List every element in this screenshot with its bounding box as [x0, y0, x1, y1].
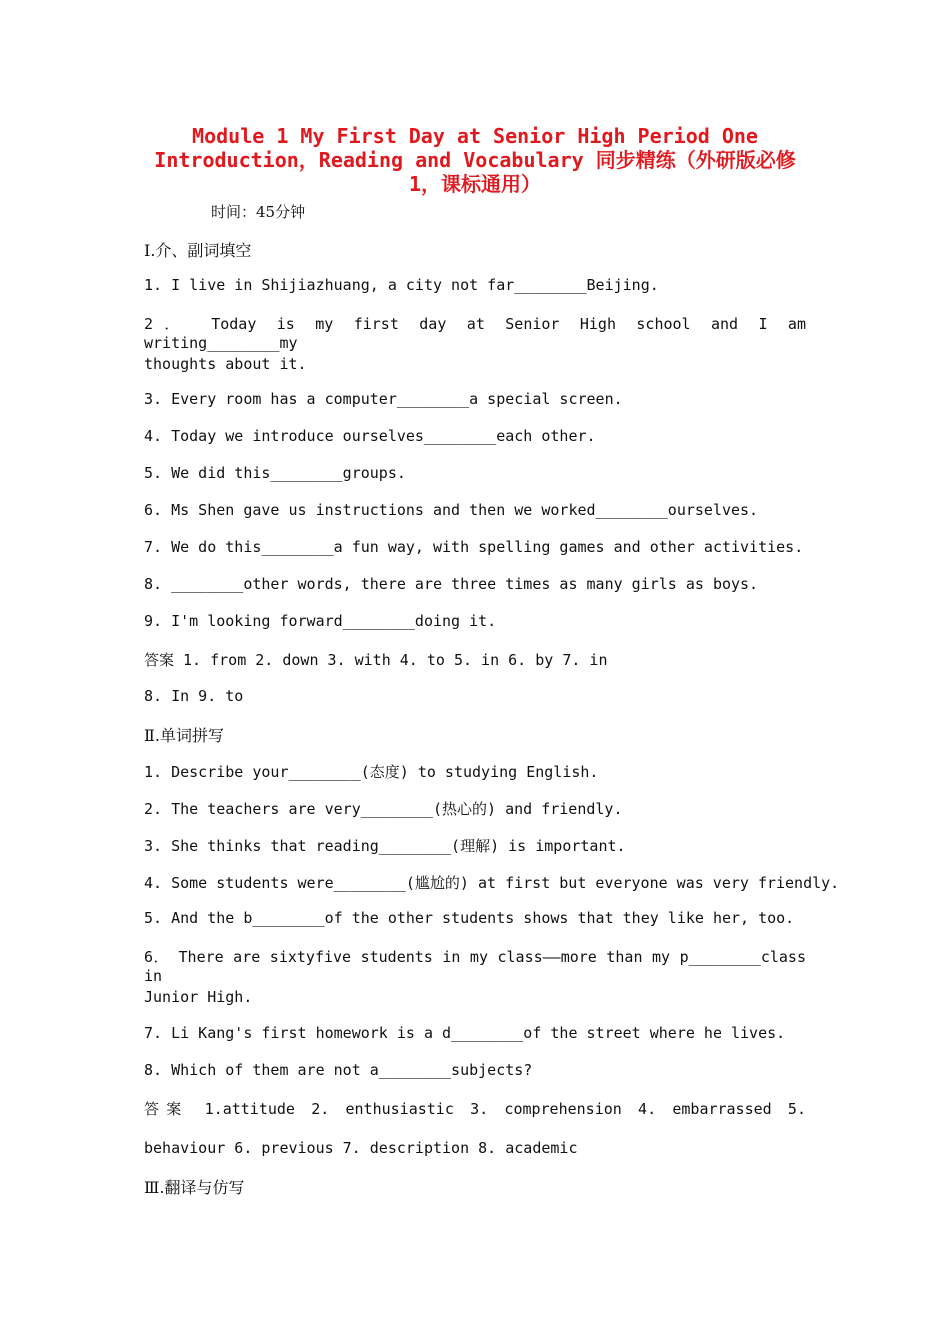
question: 2. The teachers are very________(热心的) and friendly. — [144, 800, 623, 818]
question: 6. Ms Shen gave us instructions and then we worked________ourselves. — [144, 501, 759, 519]
title-line-3: 1，课标通用） — [408, 172, 542, 196]
time-limit: 时间：45分钟 — [211, 203, 306, 221]
question: 8. ________other words, there are three times as many girls as boys. — [144, 575, 759, 593]
section-2-heading: Ⅱ.单词拼写 — [144, 726, 224, 745]
answer-key: 答案 1. from 2. down 3. with 4. to 5. in 6. by 7. in — [144, 651, 608, 669]
question: 3. Every room has a computer________a special screen. — [144, 390, 623, 408]
document-title — [130, 124, 820, 196]
question: 7. Li Kang's first homework is a d________of the street where he lives. — [144, 1024, 786, 1042]
question: 9. I'm looking forward________doing it. — [144, 612, 497, 630]
answer-key-continued: behaviour 6. previous 7. description 8. academic — [144, 1139, 578, 1157]
title-line-2: Introduction，Reading and Vocabulary 同步精练（外研版必修 — [154, 148, 796, 172]
question: 7. We do this________a fun way, with spelling games and other activities. — [144, 538, 804, 556]
question: 8. Which of them are not a________subjects? — [144, 1061, 533, 1079]
question: 4. Today we introduce ourselves________each other. — [144, 427, 596, 445]
question: 5. And the b________of the other students shows that they like her, too. — [144, 909, 795, 927]
answer-key-continued: 8. In 9. to — [144, 687, 244, 705]
question-continued: thoughts about it. — [144, 355, 307, 373]
question: 6． There are sixtyfive students in my class——more than my p________class in — [144, 948, 806, 985]
question: 1. Describe your________(态度) to studying English. — [144, 763, 599, 781]
question: 5. We did this________groups. — [144, 464, 406, 482]
answer-key: 答案 1.attitude 2. enthusiastic 3. comprehension 4. embarrassed 5. — [144, 1100, 806, 1118]
section-3-heading: Ⅲ.翻译与仿写 — [144, 1178, 245, 1197]
question: 3. She thinks that reading________(理解) is important. — [144, 837, 626, 855]
section-1-heading: Ⅰ.介、副词填空 — [144, 241, 252, 260]
question: 2． Today is my first day at Senior High school and I am writing________my — [144, 315, 806, 352]
question: 4. Some students were________(尴尬的) at first but everyone was very friendly. — [144, 874, 840, 892]
question: 1. I live in Shijiazhuang, a city not far________Beijing. — [144, 276, 659, 294]
question-continued: Junior High. — [144, 988, 253, 1006]
title-line-1: Module 1 My First Day at Senior High Period One — [192, 124, 758, 148]
